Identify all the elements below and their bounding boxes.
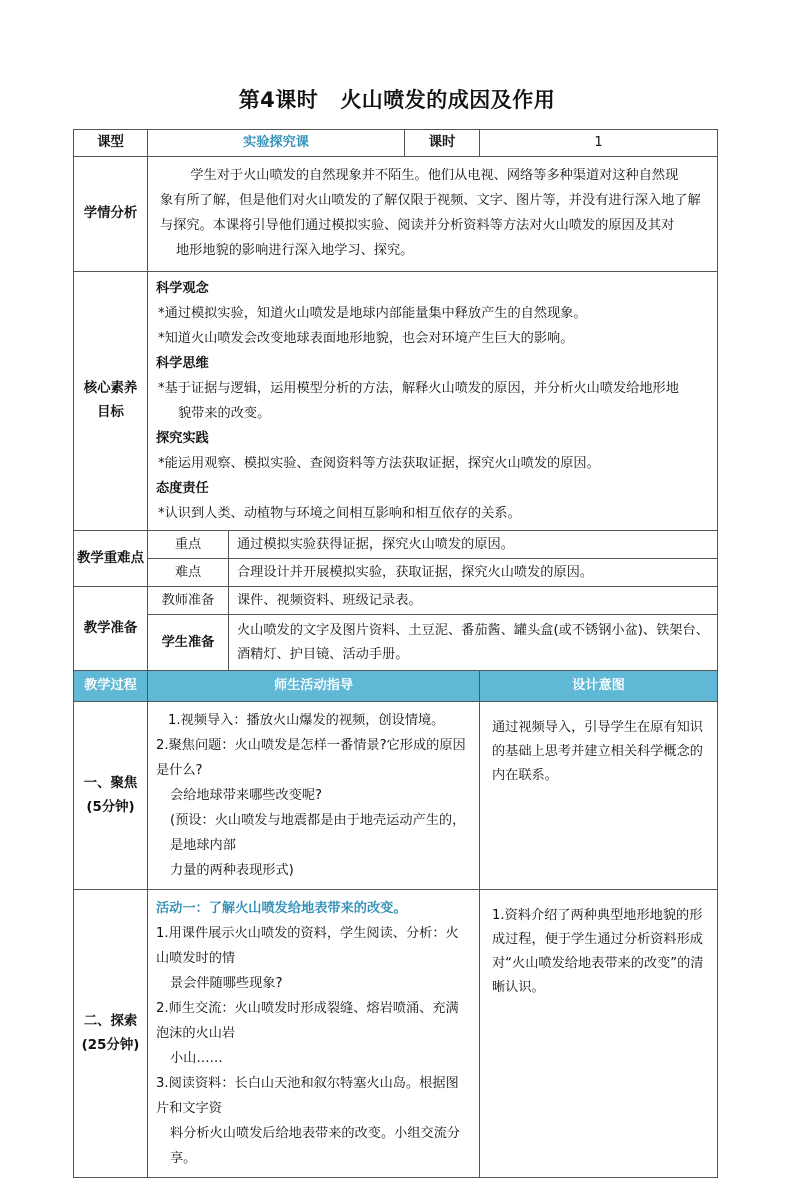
course-type-label: 课型	[74, 130, 148, 157]
teacher-prep-label: 教师准备	[148, 587, 229, 615]
page-title	[0, 84, 794, 114]
science-concept-heading: 科学观念	[156, 281, 209, 296]
analysis-line: 与探究。本课将引导他们通过模拟实验、阅读并分析资料等方法对火山喷发的原因及其对	[160, 218, 675, 233]
period-label: 课时	[405, 130, 480, 157]
process-header-activity: 师生活动指导	[148, 671, 480, 702]
focus-label: 重点	[148, 531, 229, 559]
science-thinking-item: *基于证据与逻辑，运用模型分析的方法，解释火山喷发的原因，并分析火山喷发给地形地	[158, 381, 679, 396]
difficulty-text: 合理设计并开展模拟实验，获取证据，探究火山喷发的原因。	[229, 559, 718, 587]
attitude-heading: 态度责任	[156, 481, 209, 496]
core-content	[148, 272, 718, 531]
core-label	[74, 272, 148, 531]
activity-line: (预设：火山喷发与地震都是由于地壳运动产生的，是地球内部	[170, 813, 466, 853]
stage-duration: (25分钟)	[81, 1037, 140, 1053]
analysis-label: 学情分析	[74, 157, 148, 272]
explore-stage-activity	[148, 890, 480, 1178]
student-prep-row	[74, 615, 718, 671]
science-concept-item: *通过模拟实验，知道火山喷发是地球内部能量集中释放产生的自然现象。	[158, 306, 587, 321]
core-label-line: 目标	[97, 405, 124, 420]
focus-row	[74, 531, 718, 559]
student-prep-line: 酒精灯、护目镜、活动手册。	[237, 646, 409, 662]
science-thinking-heading: 科学思维	[156, 356, 209, 371]
difficulty-label: 难点	[148, 559, 229, 587]
activity-line: 会给地球带来哪些改变呢?	[170, 788, 323, 803]
analysis-text	[148, 157, 718, 272]
activity-line: 1.用课件展示火山喷发的资料，学生阅读、分析：火山喷发时的情	[156, 926, 459, 966]
focus-stage-label	[74, 702, 148, 890]
course-type-row	[74, 130, 718, 157]
teacher-prep-row	[74, 587, 718, 615]
focus-stage-row	[74, 702, 718, 890]
lesson-topic: 火山喷发的成因及作用	[340, 88, 556, 112]
core-row	[74, 272, 718, 531]
lesson-number: 第4课时	[238, 88, 319, 112]
activity-title: 活动一：了解火山喷发给地表带来的改变。	[156, 901, 407, 916]
process-header-intent: 设计意图	[480, 671, 718, 702]
analysis-line: 象有所了解，但是他们对火山喷发的了解仅限于视频、文字、图片等，并没有进行深入地了解	[160, 193, 701, 208]
activity-line: 力量的两种表现形式)	[170, 863, 294, 878]
difficulty-row	[74, 559, 718, 587]
science-concept-item: *知道火山喷发会改变地球表面地形地貌，也会对环境产生巨大的影响。	[158, 331, 574, 346]
explore-stage-intent: 1.资料介绍了两种典型地形地貌的形成过程，便于学生通过分析资料形成对“火山喷发给地表带来的改变”的清晰认识。	[480, 890, 718, 1178]
inquiry-practice-heading: 探究实践	[156, 431, 209, 446]
analysis-line: 学生对于火山喷发的自然现象并不陌生。他们从电视、网络等多种渠道对这种自然现	[190, 168, 679, 183]
explore-stage-label	[74, 890, 148, 1178]
stage-title: 一、聚焦	[83, 775, 138, 791]
stage-title: 二、探索	[83, 1013, 138, 1029]
explore-stage-row	[74, 890, 718, 1178]
activity-line: 1.视频导入：播放火山爆发的视频，创设情境。	[168, 713, 445, 728]
activity-line: 小山……	[170, 1051, 223, 1066]
process-header-row	[74, 671, 718, 702]
course-type-value: 实验探究课	[148, 130, 405, 157]
analysis-row	[74, 157, 718, 272]
activity-line: 2.聚焦问题：火山喷发是怎样一番情景?它形成的原因是什么?	[156, 738, 466, 778]
activity-line: 3.阅读资料：长白山天池和叙尔特塞火山岛。根据图片和文字资	[156, 1076, 459, 1116]
period-value: 1	[480, 130, 718, 157]
core-label-line: 核心素养	[83, 381, 138, 396]
key-points-label: 教学重难点	[74, 531, 148, 587]
preparation-label: 教学准备	[74, 587, 148, 671]
science-thinking-item-cont: 貌带来的改变。	[178, 406, 271, 421]
lesson-plan-table	[73, 129, 718, 1178]
focus-text: 通过模拟实验获得证据，探究火山喷发的原因。	[229, 531, 718, 559]
focus-stage-intent: 通过视频导入，引导学生在原有知识的基础上思考并建立相关科学概念的内在联系。	[480, 702, 718, 890]
inquiry-practice-item: *能运用观察、模拟实验、查阅资料等方法获取证据，探究火山喷发的原因。	[158, 456, 600, 471]
student-prep-label: 学生准备	[148, 615, 229, 671]
activity-line: 2.师生交流：火山喷发时形成裂缝、熔岩喷涌、充满泡沫的火山岩	[156, 1001, 459, 1041]
analysis-line: 地形地貌的影响进行深入地学习、探究。	[176, 243, 414, 258]
focus-stage-activity	[148, 702, 480, 890]
attitude-item: *认识到人类、动植物与环境之间相互影响和相互依存的关系。	[158, 506, 521, 521]
activity-line: 料分析火山喷发后给地表带来的改变。小组交流分享。	[170, 1126, 461, 1166]
teacher-prep-text: 课件、视频资料、班级记录表。	[229, 587, 718, 615]
stage-duration: (5分钟)	[86, 799, 135, 815]
student-prep-text	[229, 615, 718, 671]
activity-line: 景会伴随哪些现象?	[170, 976, 283, 991]
process-header-stage: 教学过程	[74, 671, 148, 702]
student-prep-line: 火山喷发的文字及图片资料、土豆泥、番茄酱、罐头盒(或不锈钢小盆)、铁架台、	[237, 622, 709, 638]
